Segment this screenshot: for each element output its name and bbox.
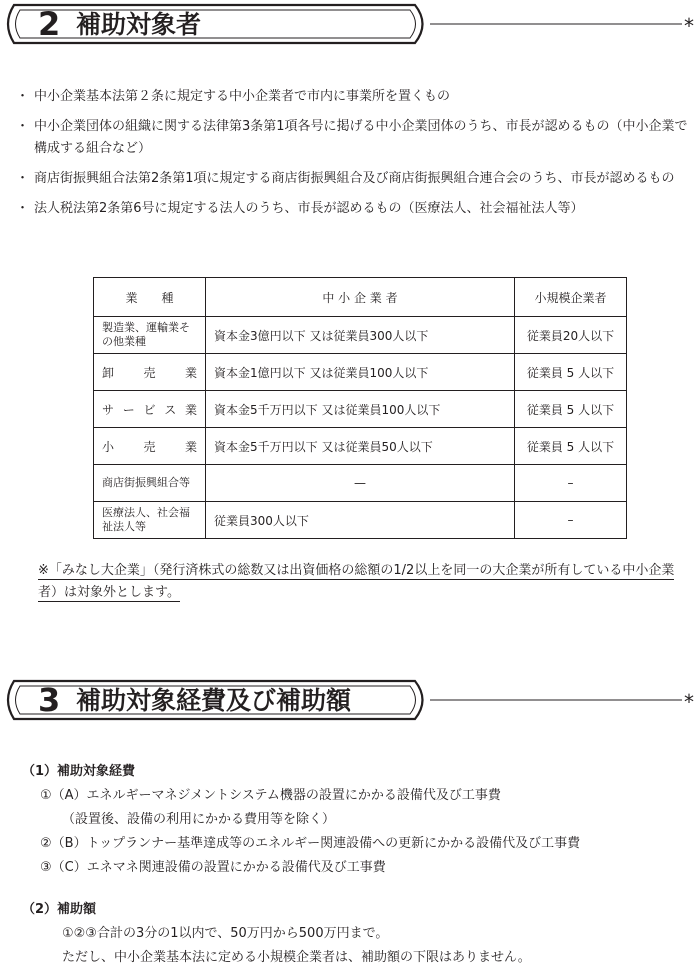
table-row: [94, 465, 627, 502]
section-3-body: [22, 760, 692, 970]
cell-industry: 卸売業: [94, 354, 206, 391]
list-item: ・ 法人税法第2条第6号に規定する法人のうち、市長が認めるもの（医療法人、社会福祉法人等）: [22, 198, 692, 220]
header-small-business: 小規模企業者: [515, 278, 627, 317]
subsection-heading: （2）補助額: [22, 902, 97, 917]
asterisk-ornament-icon: *: [684, 14, 694, 38]
section-title: 補助対象経費及び補助額: [76, 686, 352, 715]
cell-sme: 資本金5千万円以下 又は従業員100人以下: [206, 391, 515, 428]
table-row: [94, 391, 627, 428]
cell-sme: 資本金5千万円以下 又は従業員50人以下: [206, 428, 515, 465]
header-industry: 業 種: [94, 278, 206, 317]
table-header-row: [94, 278, 627, 317]
note-text: ※「みなし大企業」（発行済株式の総数又は出資価格の総額の1/2以上を同一の大企業が所有している中小企業者）は対象外とします。: [38, 563, 675, 600]
cell-industry: 小売業: [94, 428, 206, 465]
expense-item-note: （設置後、設備の利用にかかる費用等を除く）: [62, 812, 336, 827]
cell-sme: 従業員300人以下: [206, 502, 515, 539]
cell-small: –: [515, 465, 627, 502]
section-number: 2: [38, 5, 61, 43]
section-2-heading: [0, 2, 700, 46]
list-item: ・ 商店街振興組合法第2条第1項に規定する商店街振興組合及び商店街振興組合連合会のうち、市長が認めるもの: [22, 168, 692, 190]
table-row: [94, 317, 627, 354]
subsidy-line: ただし、中小企業基本法に定める小規模企業者は、補助額の下限はありません。: [62, 950, 531, 965]
business-size-table: [93, 277, 627, 539]
section-number: 3: [38, 681, 61, 719]
cell-industry: サービス業: [94, 391, 206, 428]
list-item: ・ 中小企業団体の組織に関する法律第3条第1項各号に掲げる中小企業団体のうち、市長が認めるもの（中小企業で構成する組合など）: [22, 116, 692, 160]
subsection-heading: （1）補助対象経費: [22, 764, 136, 779]
cell-small: 従業員20人以下: [515, 317, 627, 354]
section-3-heading: [0, 678, 700, 722]
cell-small: –: [515, 502, 627, 539]
expense-item: ①（A）エネルギーマネジメントシステム機器の設置にかかる設備代及び工事費: [40, 788, 501, 803]
expense-item: ②（B）トップランナー基準達成等のエネルギー関連設備への更新にかかる設備代及び工事費: [40, 836, 581, 851]
section-title: 補助対象者: [76, 10, 202, 39]
cell-sme: 資本金1億円以下 又は従業員100人以下: [206, 354, 515, 391]
cell-sme: —: [206, 465, 515, 502]
exclusion-note: [38, 560, 688, 604]
cell-industry: 医療法人、社会福祉法人等: [94, 502, 206, 539]
asterisk-ornament-icon: *: [684, 690, 694, 714]
cell-small: 従業員 5 人以下: [515, 391, 627, 428]
header-sme: 中 小 企 業 者: [206, 278, 515, 317]
table-row: [94, 428, 627, 465]
subsidy-line: ①②③合計の3分の1以内で、50万円から500万円まで。: [62, 926, 389, 941]
cell-industry: 商店街振興組合等: [94, 465, 206, 502]
cell-small: 従業員 5 人以下: [515, 428, 627, 465]
cell-industry: 製造業、運輸業その他業種: [94, 317, 206, 354]
table-row: [94, 354, 627, 391]
eligibility-list: [22, 86, 692, 228]
expense-item: ③（C）エネマネ関連設備の設置にかかる設備代及び工事費: [40, 860, 386, 875]
cell-small: 従業員 5 人以下: [515, 354, 627, 391]
cell-sme: 資本金3億円以下 又は従業員300人以下: [206, 317, 515, 354]
table-row: [94, 502, 627, 539]
list-item: ・ 中小企業基本法第２条に規定する中小企業者で市内に事業所を置くもの: [22, 86, 692, 108]
